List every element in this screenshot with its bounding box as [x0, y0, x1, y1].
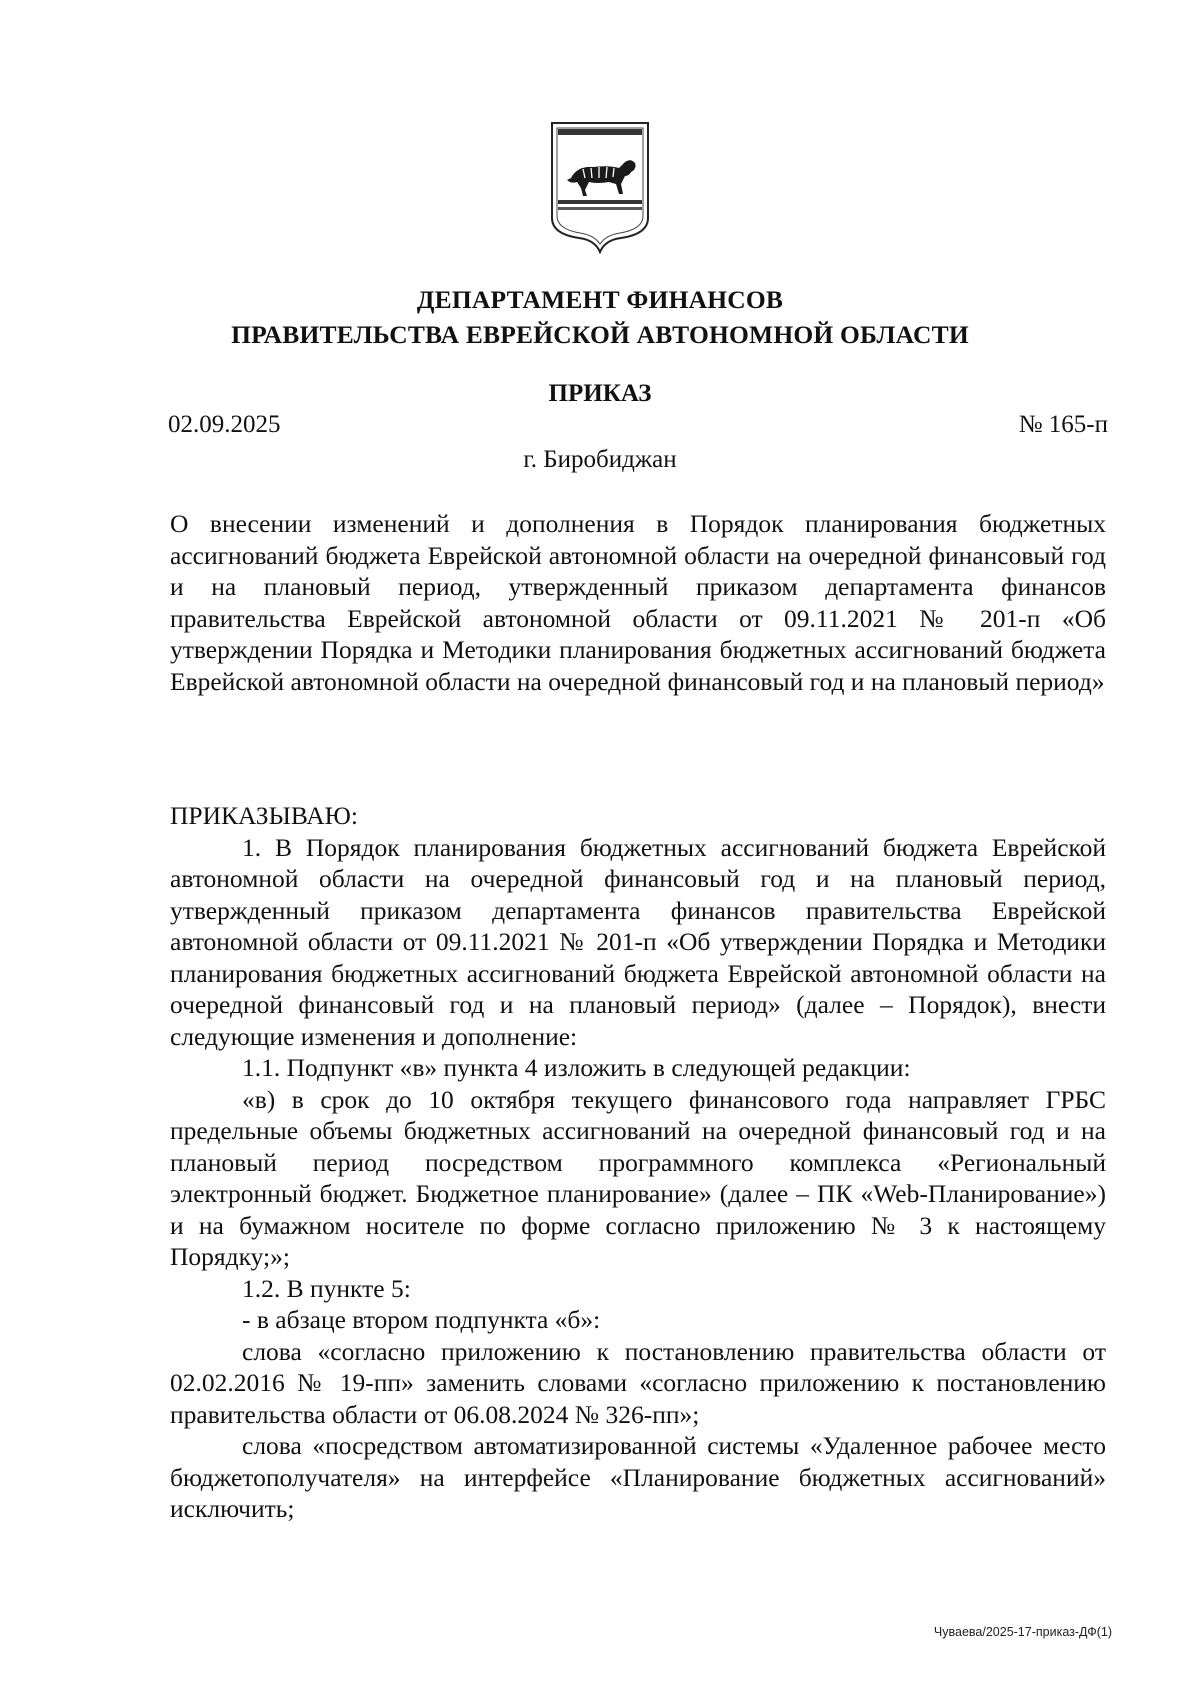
paragraph-1-2: 1.2. В пункте 5:	[242, 1273, 411, 1303]
department-name-line2: ПРАВИТЕЛЬСТВА ЕВРЕЙСКОЙ АВТОНОМНОЙ ОБЛАСТИ	[231, 320, 969, 349]
paragraph-1-1: 1.1. Подпункт «в» пункта 4 изложить в следующей редакции:	[242, 1053, 911, 1082]
order-title: ПРИКАЗ	[548, 380, 652, 407]
order-body	[170, 800, 1106, 1525]
paragraph-1-2-words-2: слова «посредством автоматизированной системы «Удаленное рабочее место бюджетополучателя» на интерфейсе «Планирование бюджетных ассигнований» исключить;	[170, 1431, 1106, 1523]
paragraph-1-1-text: «в) в срок до 10 октября текущего финансового года направляет ГРБС предельные объемы бюджетных ассигнований на очередной финансовый год и на плановый период посредством программного комплекса «Региональный электронный бюджет. Бюджетное планирование» (далее – ПК «Web-Планирование») и на бумажном носителе по форме согласно приложению № 3 к настоящему Порядку;»;	[170, 1084, 1106, 1271]
tiger-coat-of-arms-icon	[549, 120, 651, 254]
order-subject	[170, 508, 1106, 697]
paragraph-1-2-sub: - в абзаце втором подпункта «б»:	[242, 1305, 601, 1334]
order-word: ПРИКАЗЫВАЮ:	[170, 801, 358, 830]
document-code: Чуваева/2025-17-приказ-ДФ(1)	[933, 1625, 1112, 1639]
subject-text: О внесении изменений и дополнения в Порядок планирования бюджетных ассигнований бюджета Еврейской автономной области на очередной финансовый год и на плановый период, утвержденный приказом департамента финансов правительства Еврейской автономной области от 09.11.2021 № 201-п «Об утверждении Порядка и Методики планирования бюджетных ассигнований бюджета Еврейской автономной области на очередной финансовый год и на плановый период»	[170, 509, 1106, 696]
paragraph-1-2-words-1: слова «согласно приложению к постановлению правительства области от 02.02.2016 № 19-пп» заменить словами «согласно приложению к постановлению правительства области от 06.08.2024 № 326-пп»;	[170, 1336, 1106, 1429]
paragraph-1: 1. В Порядок планирования бюджетных ассигнований бюджета Еврейской автономной области на очередной финансовый год и на плановый период, утвержденный приказом департамента финансов правительства Еврейской автономной области от 09.11.2021 № 201-п «Об утверждении Порядка и Методики планирования бюджетных ассигнований бюджета Еврейской автономной области на очередной финансовый год и на плановый период» (далее – Порядок), внести следующие изменения и дополнение:	[170, 832, 1106, 1051]
order-date: 02.09.2025	[168, 411, 281, 438]
order-city: г. Биробиджан	[523, 446, 677, 473]
department-name-line1: ДЕПАРТАМЕНТ ФИНАНСОВ	[416, 285, 784, 314]
order-number: № 165-п	[1018, 411, 1108, 438]
